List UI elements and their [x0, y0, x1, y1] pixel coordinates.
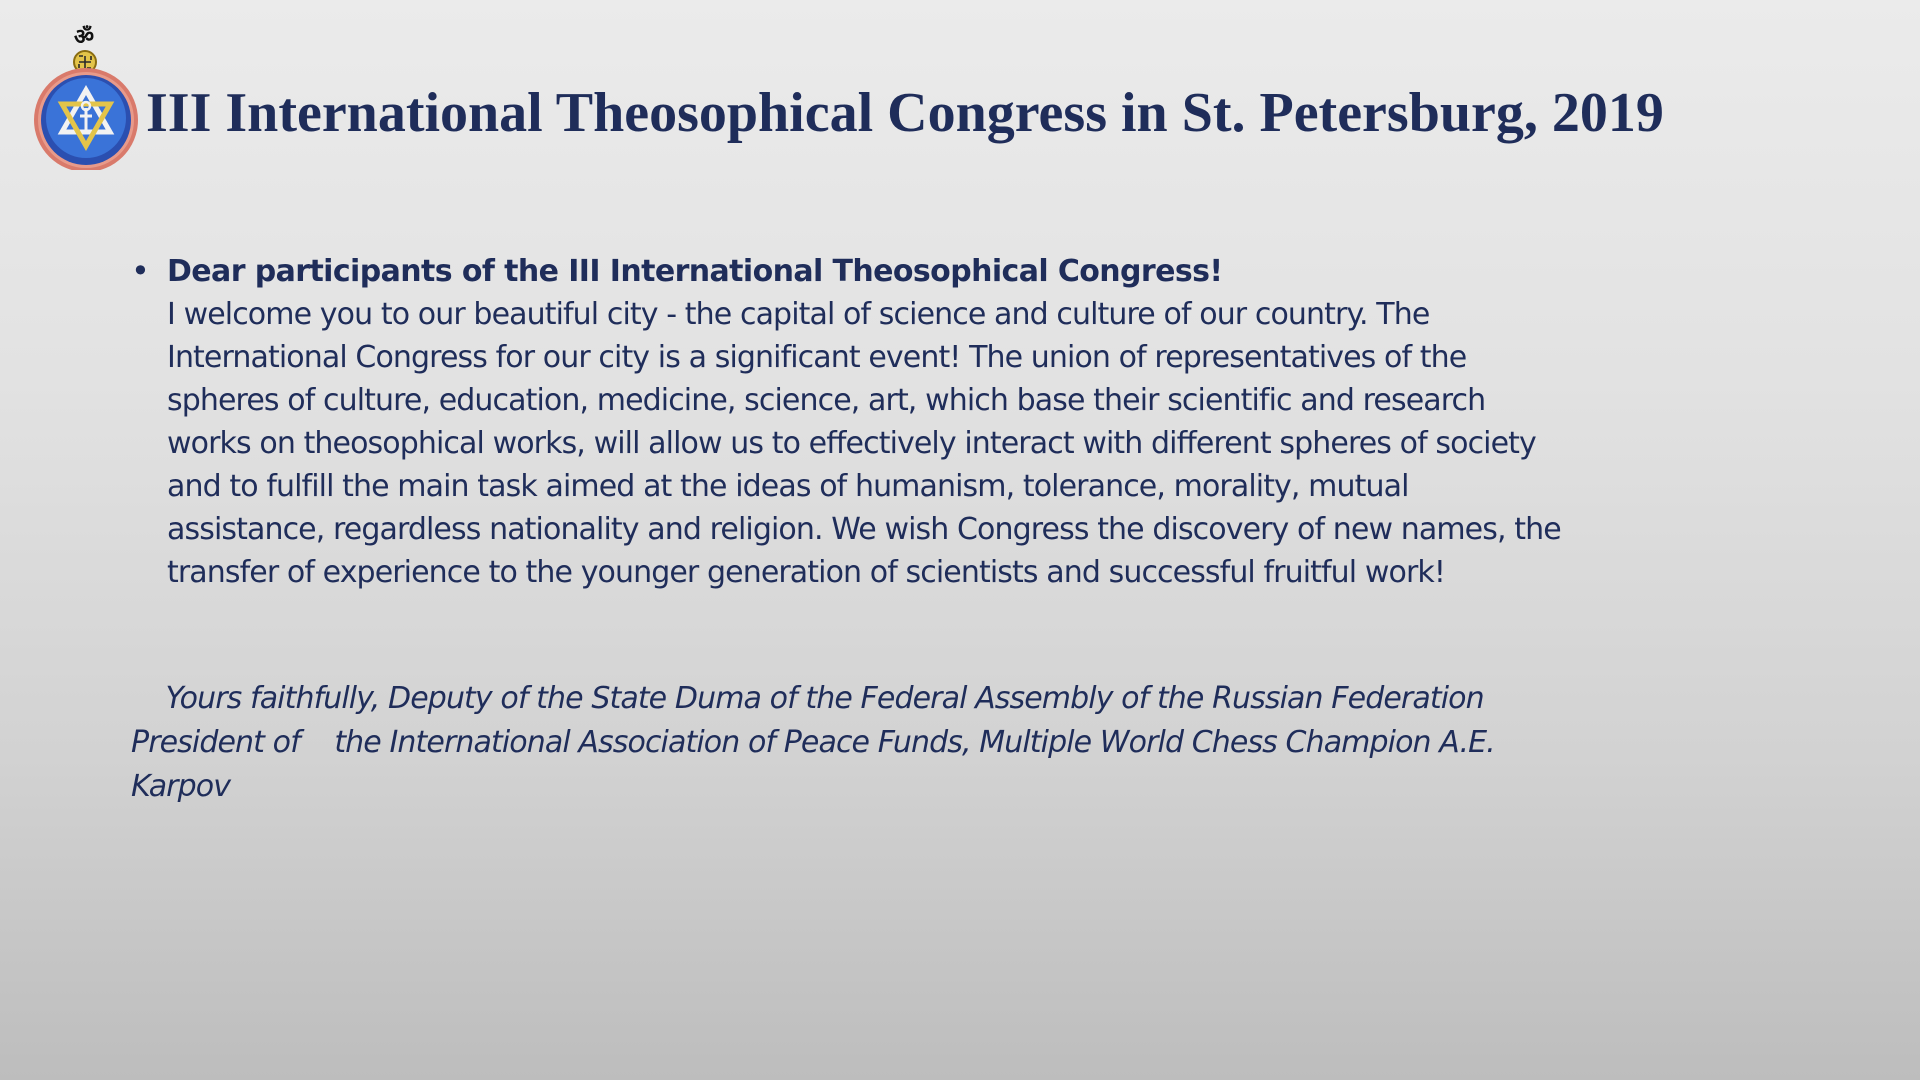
signature-block [131, 677, 1771, 809]
slide-title: III International Theosophical Congress in St. Petersburg, 2019 [146, 82, 1664, 144]
bullet-item [131, 250, 1771, 594]
signature-line: President of the International Association of Peace Funds, Multiple World Chess Champion A.E. [131, 725, 1495, 760]
body-line: and to fulfill the main task aimed at the ideas of humanism, tolerance, morality, mutual [167, 469, 1409, 504]
body-line: International Congress for our city is a significant event! The union of representatives of the [167, 340, 1467, 375]
body-line: I welcome you to our beautiful city - the capital of science and culture of our country. The [167, 297, 1430, 332]
bullet-icon: • [131, 252, 150, 290]
greeting-heading: Dear participants of the III International Theosophical Congress! [167, 254, 1223, 289]
signature-line: Karpov [131, 769, 231, 804]
body-line: transfer of experience to the younger generation of scientists and successful fruitful work! [167, 555, 1445, 590]
om-glyph: ॐ [73, 25, 95, 50]
signature-line: Yours faithfully, Deputy of the State Duma of the Federal Assembly of the Russian Federation [131, 681, 1484, 716]
body-line: works on theosophical works, will allow us to effectively interact with different spheres of society [167, 426, 1536, 461]
welcome-message [131, 250, 1771, 594]
body-line: assistance, regardless nationality and religion. We wish Congress the discovery of new names, the [167, 512, 1561, 547]
body-line: spheres of culture, education, medicine, science, art, which base their scientific and research [167, 383, 1486, 418]
theosophical-emblem-icon [30, 22, 142, 170]
